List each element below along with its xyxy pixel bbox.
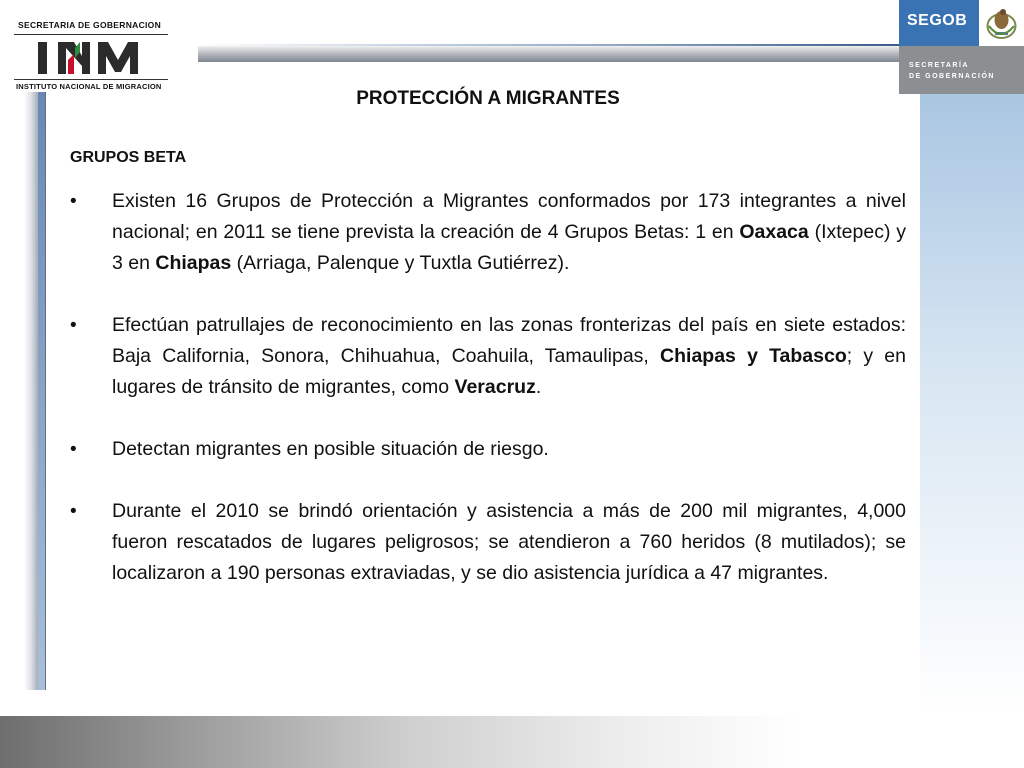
top-horizontal-bar: [198, 46, 900, 62]
segob-logo-sub-line1: SECRETARÍA: [909, 62, 969, 69]
inm-logo: [14, 14, 170, 92]
segob-logo-subtitle: [909, 60, 995, 82]
inm-logo-bottom-text: INSTITUTO NACIONAL DE MIGRACION: [16, 82, 162, 91]
slide-title: PROTECCIÓN A MIGRANTES: [356, 88, 620, 109]
bullet-bold-text: Oaxaca: [739, 221, 809, 243]
bullet-text: .: [535, 376, 542, 398]
segob-logo-blue-block: [899, 0, 979, 46]
inm-mark-icon: [32, 38, 152, 78]
bullet-dot-icon: •: [70, 315, 77, 336]
segob-logo: [899, 0, 1024, 94]
right-gradient-panel: [920, 94, 1024, 716]
bullet-item: [70, 496, 906, 589]
left-bar-accent: [38, 92, 45, 690]
bottom-gradient-band: [0, 716, 1024, 768]
bullet-text: Efectúan patrullajes de reconocimiento en las zonas fronterizas del país en siete estados: Baja California, Sonora, Chihuahua, Coahuila, Tamaulipas,: [112, 314, 906, 367]
bullet-text: (Ixtepec) y 3 en: [112, 221, 906, 274]
segob-logo-word: SEGOB: [907, 12, 968, 29]
inm-logo-top-text: SECRETARIA DE GOBERNACION: [18, 20, 162, 30]
bullet-bold-text: Veracruz: [454, 376, 536, 398]
bullet-dot-icon: •: [70, 439, 77, 460]
bullet-text: ; y en lugares de tránsito de migrantes, como: [112, 345, 906, 398]
slide-subtitle: GRUPOS BETA: [70, 149, 187, 166]
bullet-list: [70, 186, 906, 620]
bullet-text: Existen 16 Grupos de Protección a Migrantes conformados por 173 integrantes a nivel nacional; en 2011 se tiene prevista la creación de 4 Grupos Betas: 1 en: [112, 190, 906, 243]
bullet-dot-icon: •: [70, 191, 77, 212]
bullet-text: Detectan migrantes en posible situación de riesgo.: [112, 438, 549, 460]
bullet-bold-text: Chiapas y Tabasco: [660, 345, 847, 367]
bullet-item: [70, 310, 906, 403]
inm-logo-rule-bottom: [14, 79, 168, 80]
bullet-text: (Arriaga, Palenque y Tuxtla Gutiérrez).: [231, 252, 570, 274]
mexican-coat-of-arms-icon: [979, 0, 1024, 46]
bullet-bold-text: Chiapas: [155, 252, 232, 274]
bullet-text: Durante el 2010 se brindó orientación y asistencia a más de 200 mil migrantes, 4,000 fueron rescatados de lugares peligrosos; se atendieron a 760 heridos (8 mutilados); se localizaron a 190 personas extraviadas, y se dio asistencia jurídica a 47 migrantes.: [112, 500, 906, 584]
segob-logo-sub-line2: DE GOBERNACIÓN: [909, 73, 995, 80]
inm-logo-rule-top: [14, 34, 168, 35]
bullet-item: [70, 186, 906, 279]
bullet-item: [70, 434, 906, 465]
bullet-dot-icon: •: [70, 501, 77, 522]
